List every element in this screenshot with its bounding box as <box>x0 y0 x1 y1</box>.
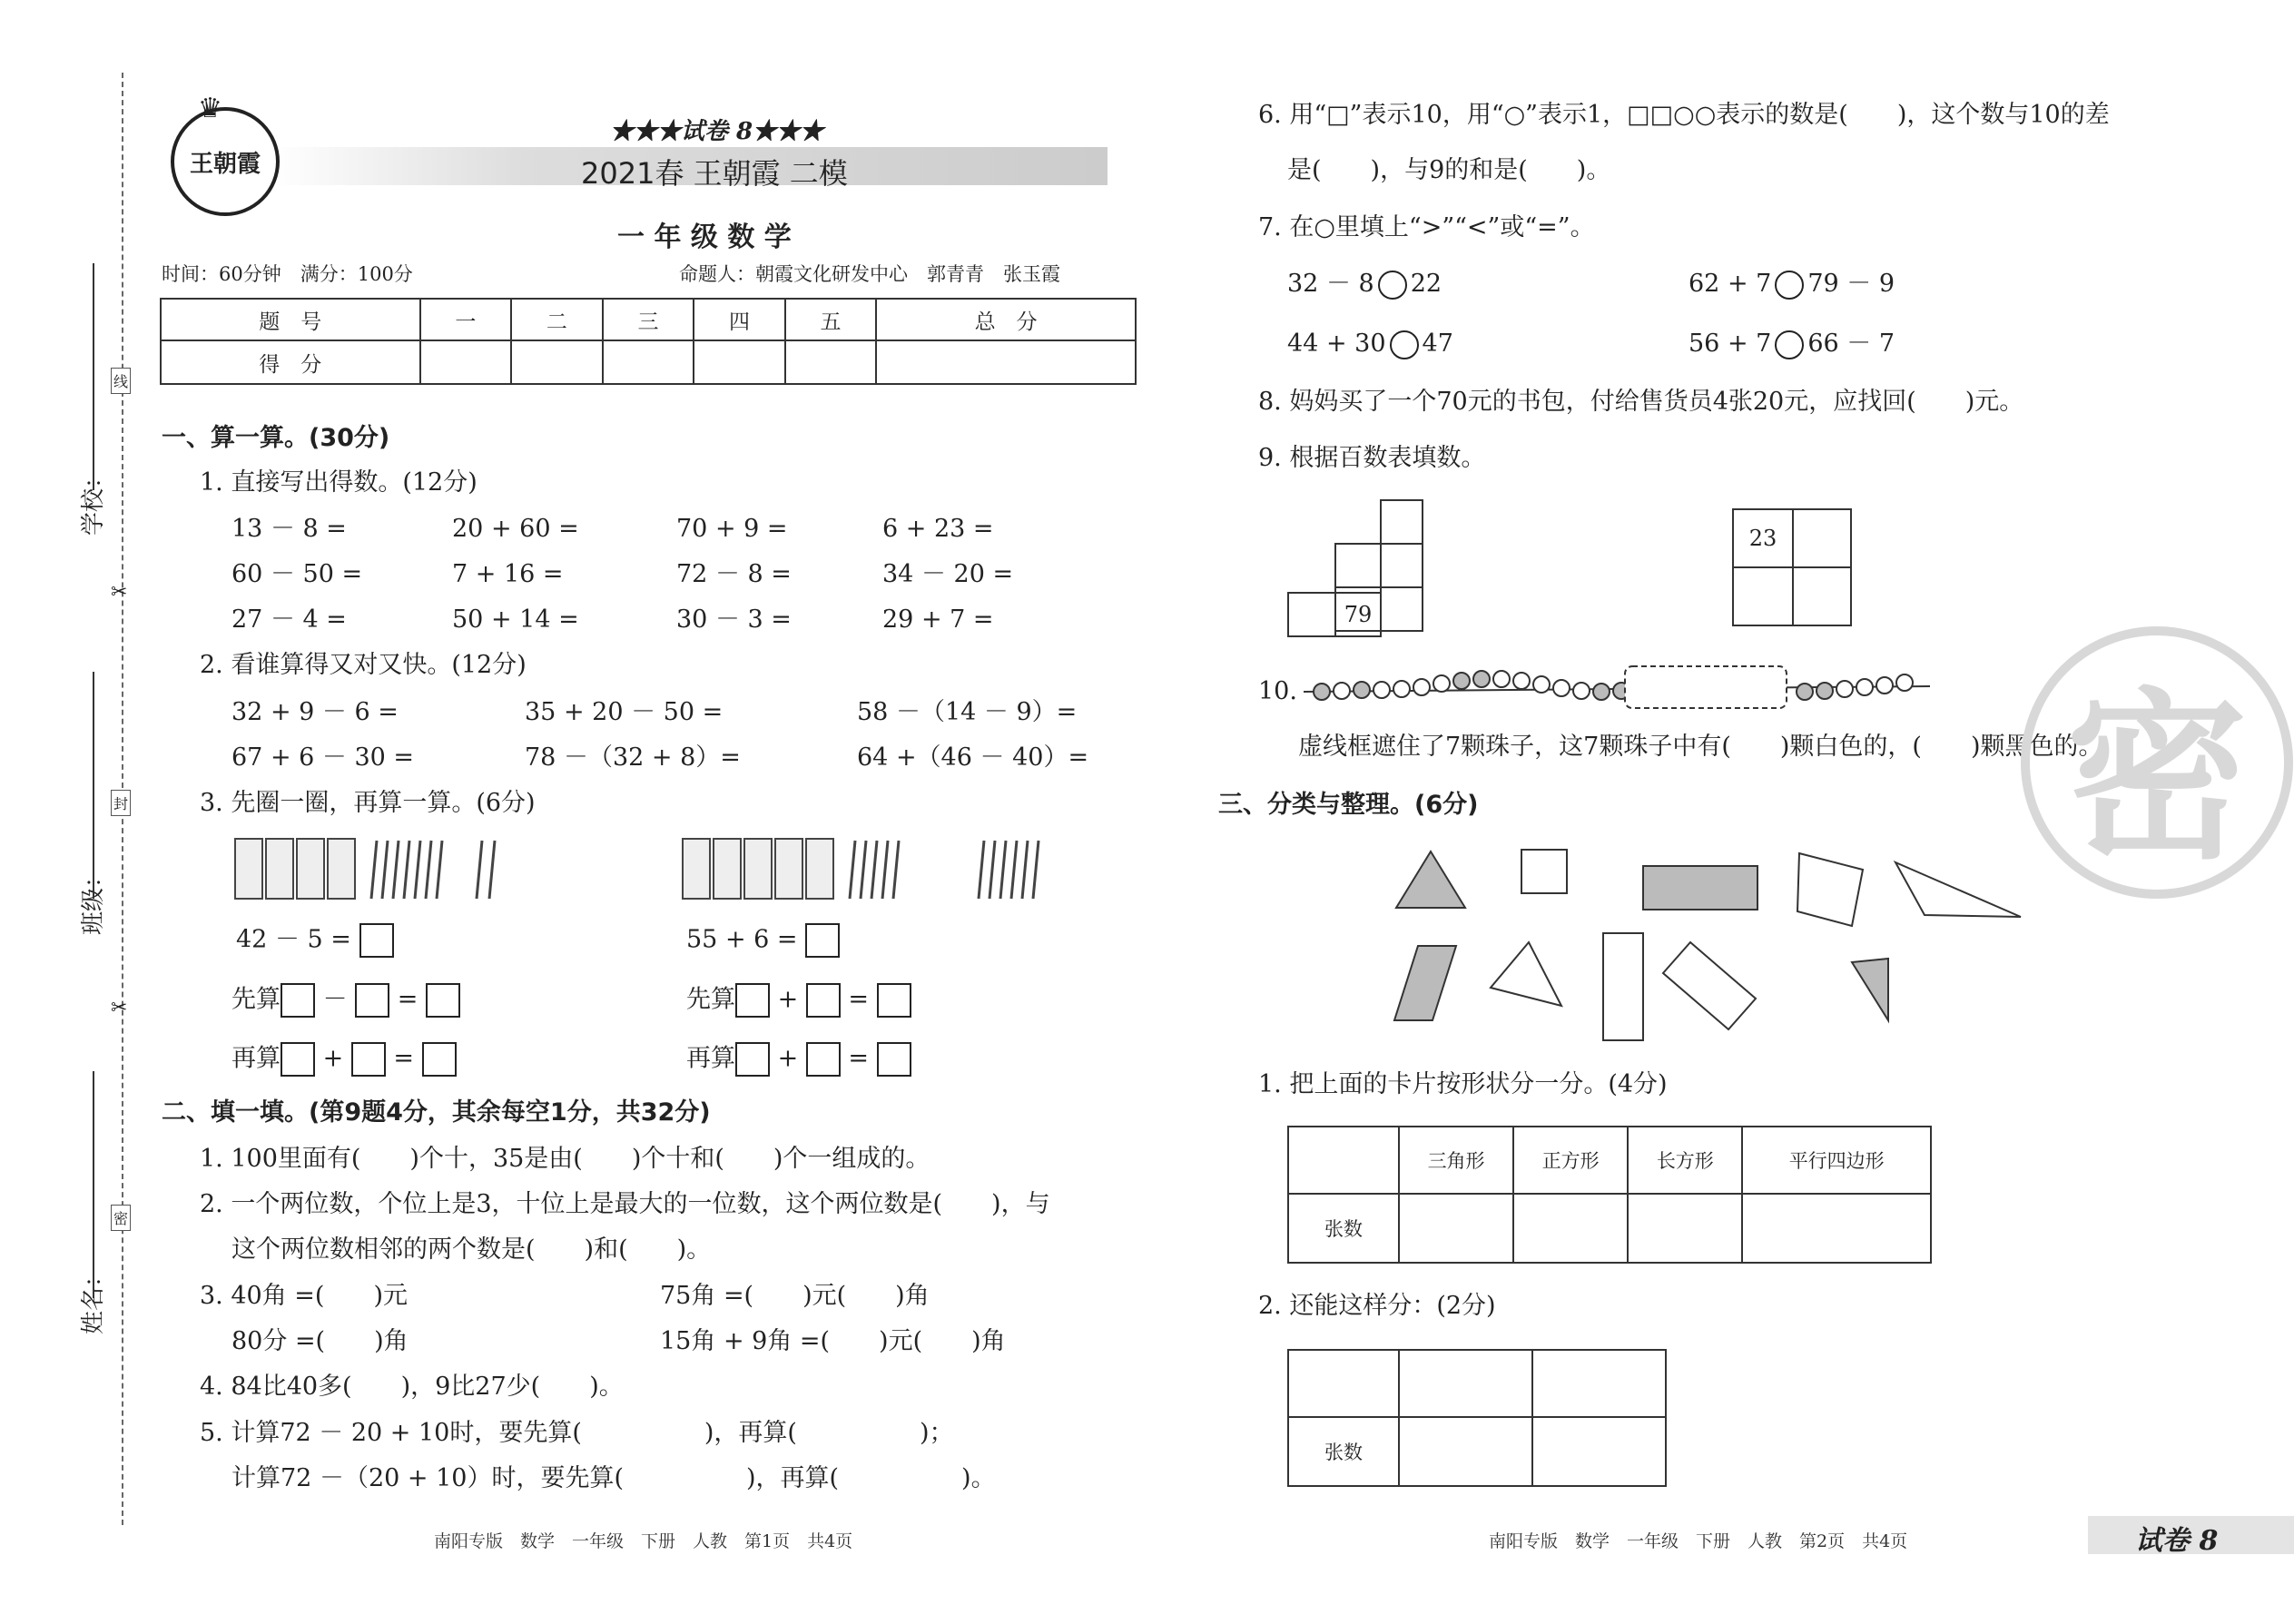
compare-right: 22 <box>1410 270 1442 298</box>
section-2-title: 二、填一填。(第9题4分，其余每空1分，共32分) <box>162 1098 711 1127</box>
class-label: 班级： <box>80 863 107 935</box>
classify-head <box>1288 1127 1399 1194</box>
q1-item: 70 + 9 = <box>676 515 788 543</box>
name-underline <box>93 1071 94 1298</box>
compare-left: 44 + 30 <box>1287 330 1386 358</box>
compare-right: 47 <box>1422 330 1453 358</box>
score-head: 二 <box>511 299 603 340</box>
compare-left: 32 － 8 <box>1287 270 1374 298</box>
compare-circle[interactable] <box>1390 330 1419 359</box>
fill-6a: 6. 用“□”表示10，用“○”表示1，□□○○表示的数是( )，这个数与10的差 <box>1258 101 2110 129</box>
op-plus: + <box>777 985 799 1014</box>
op-eq: = <box>848 985 870 1014</box>
scissors-icon: ✂ <box>111 997 128 1019</box>
classify-cell[interactable] <box>1513 1194 1628 1263</box>
secret-seal <box>2021 626 2293 899</box>
score-cell[interactable] <box>785 340 877 384</box>
answer-box[interactable] <box>359 923 394 958</box>
grid-cell[interactable] <box>1792 566 1852 626</box>
classify-head: 正方形 <box>1513 1127 1628 1194</box>
grid-value: 79 <box>1344 602 1373 627</box>
q1-item: 34 － 20 = <box>882 560 1014 588</box>
score-head: 四 <box>694 299 785 340</box>
q2-item: 58 －（14 － 9）= <box>857 698 1078 726</box>
section-1-title: 一、算一算。(30分) <box>162 424 390 452</box>
classify-cell[interactable] <box>1399 1350 1532 1417</box>
seal-text: 密 <box>2065 670 2248 884</box>
op-eq: = <box>393 1044 415 1073</box>
q3-then-b <box>686 1042 911 1077</box>
classify-head: 长方形 <box>1628 1127 1742 1194</box>
score-cell[interactable] <box>876 340 1136 384</box>
fill-1: 1. 100里面有( )个十，35是由( )个十和( )个一组成的。 <box>200 1145 930 1173</box>
grid-cell[interactable] <box>1380 543 1423 588</box>
compare-circle[interactable] <box>1378 271 1407 300</box>
fill-3d: 15角 + 9角 =( )元( )角 <box>660 1327 1006 1355</box>
compare-right: 66 － 7 <box>1807 330 1895 358</box>
answer-box[interactable] <box>281 983 315 1018</box>
answer-box[interactable] <box>877 1042 911 1077</box>
answer-box[interactable] <box>735 983 770 1018</box>
class-underline <box>93 672 94 899</box>
q2-item: 35 + 20 － 50 = <box>525 698 724 726</box>
score-head: 一 <box>420 299 512 340</box>
section-3-title: 三、分类与整理。(6分) <box>1218 791 1479 819</box>
q3-expr-a <box>236 923 394 958</box>
op-eq: = <box>397 985 418 1014</box>
score-head: 题 号 <box>161 299 420 340</box>
compare-1 <box>1287 269 1442 300</box>
q2-item: 32 + 9 － 6 = <box>231 698 399 726</box>
classify-table-2 <box>1287 1349 1667 1487</box>
corner-label: 试卷 8 <box>2135 1525 2219 1557</box>
fill-10-text: 虚线框遮住了7颗珠子，这7颗珠子中有( )颗白色的，( )颗黑色的。 <box>1298 733 2103 761</box>
classify-1: 1. 把上面的卡片按形状分一分。(4分) <box>1258 1070 1668 1098</box>
classify-row-label: 张数 <box>1288 1194 1399 1263</box>
grid-cell[interactable] <box>1334 543 1382 588</box>
shape-cards <box>1380 842 2033 1042</box>
logo-text: 王朝霞 <box>189 150 261 178</box>
fill-8: 8. 妈妈买了一个70元的书包，付给售货员4张20元，应找回( )元。 <box>1258 388 2024 416</box>
q1-item: 6 + 23 = <box>882 515 994 543</box>
score-cell[interactable] <box>603 340 694 384</box>
fill-6b: 是( )，与9的和是( )。 <box>1287 156 1611 184</box>
binding-mark-line: 线 <box>111 368 131 394</box>
q1-item: 72 － 8 = <box>676 560 792 588</box>
op-plus: + <box>777 1044 799 1073</box>
q3-expr-a-text: 42 － 5 = <box>236 925 351 954</box>
first-label: 先算 <box>231 985 281 1014</box>
grid-cell[interactable] <box>1732 566 1794 626</box>
fill-9: 9. 根据百数表填数。 <box>1258 444 1486 472</box>
q1-item: 60 － 50 = <box>231 560 363 588</box>
fill-4: 4. 84比40多( )，9比27少( )。 <box>200 1373 624 1401</box>
q2-title: 2. 看谁算得又对又快。(12分) <box>200 651 527 679</box>
first-label: 先算 <box>686 985 735 1014</box>
grid-cell <box>1334 592 1382 637</box>
score-head: 三 <box>603 299 694 340</box>
logo <box>171 107 280 216</box>
q3-expr-b-text: 55 + 6 = <box>686 925 798 954</box>
fill-10-number: 10. <box>1258 677 1297 705</box>
fill-2a: 2. 一个两位数，个位上是3，十位上是最大的一位数，这个两位数是( )，与 <box>200 1190 1050 1218</box>
fill-3c: 80分 =( )角 <box>231 1327 409 1355</box>
op-plus: + <box>322 1044 344 1073</box>
q1-item: 20 + 60 = <box>452 515 579 543</box>
q1-item: 50 + 14 = <box>452 605 579 634</box>
classify-row-label: 张数 <box>1288 1417 1399 1486</box>
school-underline <box>93 263 94 490</box>
stick-bundles-a <box>231 833 540 906</box>
q3-then-a <box>231 1042 457 1077</box>
score-cell[interactable] <box>420 340 512 384</box>
name-label: 姓名： <box>80 1263 107 1334</box>
grid-value: 23 <box>1748 526 1777 551</box>
compare-right: 79 － 9 <box>1807 270 1895 298</box>
stick-bundles-b <box>679 833 1069 906</box>
score-head: 五 <box>785 299 877 340</box>
answer-box[interactable] <box>735 1042 770 1077</box>
score-table <box>160 298 1137 385</box>
compare-left: 62 + 7 <box>1689 270 1772 298</box>
classify-cell[interactable] <box>1532 1350 1666 1417</box>
op-minus: － <box>322 985 348 1014</box>
crown-icon: ♛ <box>198 93 222 124</box>
then-label: 再算 <box>231 1044 281 1073</box>
q3-title: 3. 先圈一圈，再算一算。(6分) <box>200 789 536 817</box>
classify-cell[interactable] <box>1399 1417 1532 1486</box>
then-label: 再算 <box>686 1044 735 1073</box>
compare-circle[interactable] <box>1775 271 1804 300</box>
q1-item: 7 + 16 = <box>452 560 564 588</box>
answer-box[interactable] <box>281 1042 315 1077</box>
answer-box[interactable] <box>422 1042 457 1077</box>
paper-number: ★★★试卷 8★★★ <box>610 118 824 145</box>
compare-circle[interactable] <box>1775 330 1804 359</box>
answer-box[interactable] <box>806 1042 841 1077</box>
compare-3 <box>1287 329 1453 359</box>
classify-cell[interactable] <box>1742 1194 1931 1263</box>
bead-string <box>1304 663 1930 717</box>
q3-first-b <box>686 983 911 1018</box>
scissors-icon: ✂ <box>111 581 128 604</box>
q1-title: 1. 直接写出得数。(12分) <box>200 468 478 497</box>
answer-box[interactable] <box>877 983 911 1018</box>
grid-cell[interactable] <box>1792 508 1852 568</box>
compare-left: 56 + 7 <box>1689 330 1772 358</box>
q2-item: 64 +（46 － 40）= <box>857 743 1089 772</box>
compare-4 <box>1689 329 1895 359</box>
classify-head: 三角形 <box>1399 1127 1513 1194</box>
q1-item: 30 － 3 = <box>676 605 792 634</box>
fill-7: 7. 在○里填上“>”“<”或“=”。 <box>1258 213 1595 241</box>
binding-mark-seal: 封 <box>111 790 131 816</box>
answer-box[interactable] <box>426 983 460 1018</box>
q3-first-a <box>231 983 460 1018</box>
q1-item: 27 － 4 = <box>231 605 347 634</box>
binding-mark-secret: 密 <box>111 1205 131 1231</box>
q2-item: 78 －（32 + 8）= <box>525 743 741 772</box>
classify-head: 平行四边形 <box>1742 1127 1931 1194</box>
answer-box[interactable] <box>351 1042 386 1077</box>
classify-cell[interactable] <box>1628 1194 1742 1263</box>
q3-expr-b <box>686 923 840 958</box>
exam-authors: 命题人：朝霞文化研发中心 郭青青 张玉霞 <box>679 263 1060 285</box>
exam-time: 时间：60分钟 满分：100分 <box>162 263 413 285</box>
score-cell[interactable] <box>511 340 603 384</box>
grid-cell[interactable] <box>1380 499 1423 545</box>
op-eq: = <box>848 1044 870 1073</box>
answer-box[interactable] <box>355 983 389 1018</box>
q1-item: 13 － 8 = <box>231 515 347 543</box>
classify-2: 2. 还能这样分：(2分) <box>1258 1292 1496 1320</box>
classify-cell[interactable] <box>1532 1417 1666 1486</box>
fill-2b: 这个两位数相邻的两个数是( )和( )。 <box>231 1235 712 1264</box>
page-footer-right: 南阳专版 数学 一年级 下册 人教 第2页 共4页 <box>1489 1531 1908 1551</box>
score-cell[interactable] <box>694 340 785 384</box>
grid-cell[interactable] <box>1287 592 1336 637</box>
exam-title: 2021春 王朝霞 二模 <box>581 156 848 191</box>
school-label: 学校： <box>80 464 107 536</box>
q2-item: 67 + 6 － 30 = <box>231 743 415 772</box>
grid-cell[interactable] <box>1380 586 1423 632</box>
classify-cell[interactable] <box>1288 1350 1399 1417</box>
answer-box[interactable] <box>805 923 840 958</box>
classify-cell[interactable] <box>1399 1194 1513 1263</box>
fill-3b: 75角 =( )元( )角 <box>660 1282 930 1310</box>
grid-cell <box>1732 508 1794 568</box>
score-row-label: 得 分 <box>161 340 420 384</box>
answer-box[interactable] <box>806 983 841 1018</box>
classify-table-1 <box>1287 1126 1932 1264</box>
score-head: 总 分 <box>876 299 1136 340</box>
fill-3a: 3. 40角 =( )元 <box>200 1282 408 1310</box>
compare-2 <box>1689 269 1895 300</box>
page-footer-left: 南阳专版 数学 一年级 下册 人教 第1页 共4页 <box>434 1531 853 1551</box>
q1-item: 29 + 7 = <box>882 605 994 634</box>
fill-5a: 5. 计算72 － 20 + 10时，要先算( )，再算( )； <box>200 1419 954 1447</box>
subject-title: 一 年 级 数 学 <box>617 221 792 253</box>
fill-5b: 计算72 －（20 + 10）时，要先算( )，再算( )。 <box>231 1464 996 1492</box>
